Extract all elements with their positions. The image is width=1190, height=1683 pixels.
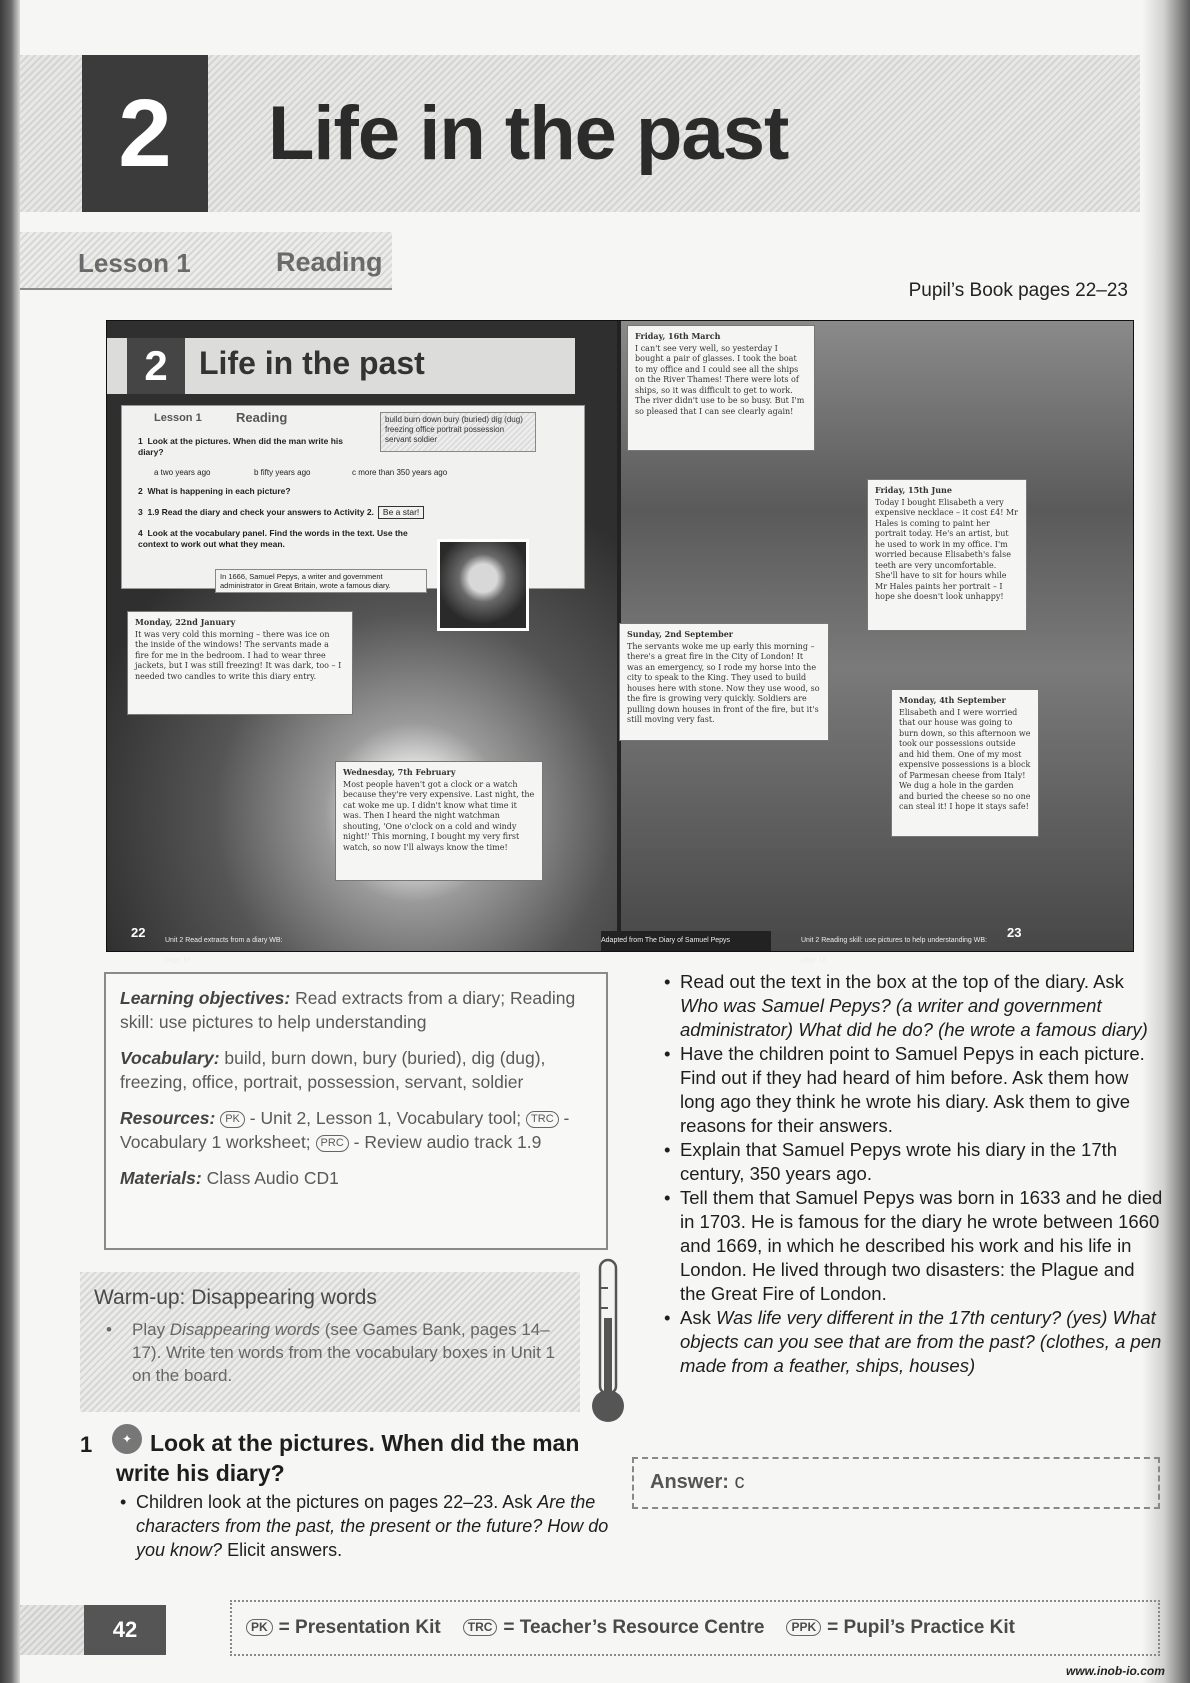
note-bullet: • Have the children point to Samuel Pepys in each picture. Find out if they had heard of him before. Ask them how long ago they think he wrote his diary. Ask them to give reasons for their answers. — [664, 1042, 1164, 1138]
materials: Materials: Class Audio CD1 — [120, 1168, 339, 1188]
legend-trc: TRC = Teacher’s Resource Centre — [463, 1617, 765, 1639]
spread-activity-2: 2 What is happening in each picture? — [138, 486, 291, 496]
resources: Resources: PK - Unit 2, Lesson 1, Vocabulary tool; TRC - Vocabulary 1 worksheet; PRC - Review audio track 1.9 — [120, 1108, 570, 1152]
thermometer-icon — [590, 1258, 626, 1426]
diary-entry: Friday, 15th June Today I bought Elisabeth a very expensive necklace – it cost £4! Mr Hales is coming to paint her portrait today. He's an artist, but he used to work in my office. I'm worried because Elisabeth's false teeth are very uncomfortable. She'll have to sit for hours while Mr Hales paints her portrait – I hope she doesn't look unhappy! — [867, 479, 1027, 631]
resource-legend — [230, 1600, 1160, 1656]
spread-title: Life in the past — [199, 345, 425, 381]
warm-up-text: • Play Disappearing words (see Games Bank, pages 14–17). Write ten words from the vocabulary boxes in Unit 1 on the board. — [94, 1318, 566, 1387]
warm-up-title: Warm-up: Disappearing words — [94, 1286, 377, 1309]
page-edge-shadow — [1142, 0, 1190, 1683]
answer-value: c — [734, 1471, 745, 1493]
spread-footer-adapted: Adapted from The Diary of Samuel Pepys — [601, 931, 771, 951]
diary-entry: Monday, 4th September Elisabeth and I were worried that our house was going to burn down, so this afternoon we took our possessions outside and hid them. One of my most expensive possessions is a block of Parmesan cheese from Italy! We dug a hole in the garden and buried the cheese so no one can steal it! I hope it stays safe! — [891, 689, 1039, 837]
diary-entry: Monday, 22nd January It was very cold this morning – there was ice on the inside of the windows! The servants made a fire for me in the bedroom. I had to wear three jackets, but I was still freezing! It was dark, too – I needed two candles to write this diary entry. — [127, 611, 353, 715]
legend-pk: PK = Presentation Kit — [246, 1617, 441, 1639]
spread-option-a: a two years ago — [154, 468, 211, 477]
spread-activity-3: 3 1.9 Read the diary and check your answers to Activity 2. Be a star! — [138, 506, 498, 519]
be-a-star-badge: Be a star! — [378, 506, 424, 519]
unit-number: 2 — [82, 55, 208, 212]
teaching-notes — [664, 970, 1164, 1378]
spread-activity-1: 1 Look at the pictures. When did the man write his diary? — [138, 436, 343, 457]
learning-objectives: Learning objectives: Read extracts from a diary; Reading skill: use pictures to help understanding — [120, 988, 576, 1032]
diary-entry: Friday, 16th March I can't see very well, so yesterday I bought a pair of glasses. I took the boat to my office and I could see all the ships on the River Thames! There were lots of ships, so it was difficult to get to work. The river didn't use to be so busy. But I'm so pleased that I can see clearly again! — [627, 325, 815, 451]
spread-lesson-label: Lesson 1 — [154, 412, 202, 424]
diary-entry: Wednesday, 7th February Most people haven't got a clock or a watch because they're very expensive. Last night, the cat woke me up. I didn't know what time it was. Then I heard the night watchman shouting, 'One o'clock on a cold and windy night!' This morning, I bought my very first watch, so now I'll always know the time! — [335, 761, 543, 881]
vocabulary: Vocabulary: build, burn down, bury (buried), dig (dug), freezing, office, portrait, possession, servant, soldier — [120, 1048, 546, 1092]
warm-up-box — [80, 1272, 580, 1412]
activity-bullet: • Children look at the pictures on pages 22–23. Ask Are the characters from the past, the present or the future? How do you know? Elicit answers. — [120, 1490, 622, 1562]
lightbulb-icon: ✦ — [112, 1424, 142, 1454]
spread-option-c: c more than 350 years ago — [352, 468, 448, 477]
spread-unit-number: 2 — [127, 338, 185, 394]
spread-option-b: b fifty years ago — [254, 468, 311, 477]
unit-title: Life in the past — [268, 91, 789, 176]
spread-footer-right: Unit 2 Reading skill: use pictures to help understanding WB: page 18 — [801, 937, 988, 964]
spread-intro-box: In 1666, Samuel Pepys, a writer and government administrator in Great Britain, wrote a famous diary. — [215, 569, 427, 593]
skill-label: Reading — [276, 247, 383, 277]
page-number: 42 — [84, 1605, 166, 1655]
note-bullet: • Explain that Samuel Pepys wrote his diary in the 17th century, 350 years ago. — [664, 1138, 1164, 1186]
spread-page-left: 22 — [131, 925, 146, 940]
pupils-book-spread — [106, 320, 1134, 964]
note-bullet: • Ask Was life very different in the 17th century? (yes) What objects can you see that are from the past? (clothes, a pen made from a feather, ships, houses) — [664, 1306, 1164, 1378]
spread-skill-label: Reading — [236, 410, 288, 425]
trc-pill: TRC — [526, 1111, 559, 1128]
spread-page-right: 23 — [1007, 925, 1022, 940]
note-bullet: • Tell them that Samuel Pepys was born in 1633 and he died in 1703. He is famous for the diary he wrote between 1660 and 1669, in which he described his work and his life in London. He lived through two disasters: the Plague and the Great Fire of London. — [664, 1186, 1164, 1306]
prc-pill: PRC — [316, 1135, 349, 1152]
pupils-book-pages: Pupil’s Book pages 22–23 — [908, 280, 1128, 301]
pk-pill: PK — [220, 1111, 245, 1128]
spread-footer-left: Unit 2 Read extracts from a diary WB: page 18 — [165, 937, 283, 964]
answer-box: Answer: c — [632, 1457, 1160, 1509]
spread-vocab-box: build burn down bury (buried) dig (dug) freezing office portrait possession servant soldier — [380, 412, 536, 452]
learning-objectives-box — [104, 972, 608, 1250]
activity-number: 1 — [80, 1432, 93, 1457]
samuel-pepys-portrait — [437, 539, 529, 631]
diary-entry: Sunday, 2nd September The servants woke me up early this morning – there's a great fire in the City of London! It was an emergency, so I rode my horse into the city to speak to the King. They used to build houses here with stone. Now they use wood, so the fire is growing very quickly. Soldiers are pulling down houses in front of the fire, but it's still moving very fast. — [619, 623, 829, 741]
page-binding-shadow — [0, 0, 20, 1683]
note-bullet: • Read out the text in the box at the top of the diary. Ask Who was Samuel Pepys? (a writer and government administrator) What did he do? (he wrote a famous diary) — [664, 970, 1164, 1042]
legend-ppk: PPK = Pupil’s Practice Kit — [786, 1617, 1014, 1639]
activity-question: Look at the pictures. When did the man write his diary? — [116, 1430, 580, 1486]
spread-activity-4: 4 Look at the vocabulary panel. Find the words in the text. Use the context to work out what they mean. — [138, 528, 408, 549]
lesson-label: Lesson 1 — [78, 248, 191, 278]
footer-url: www.inob-io.com — [1066, 1664, 1165, 1678]
